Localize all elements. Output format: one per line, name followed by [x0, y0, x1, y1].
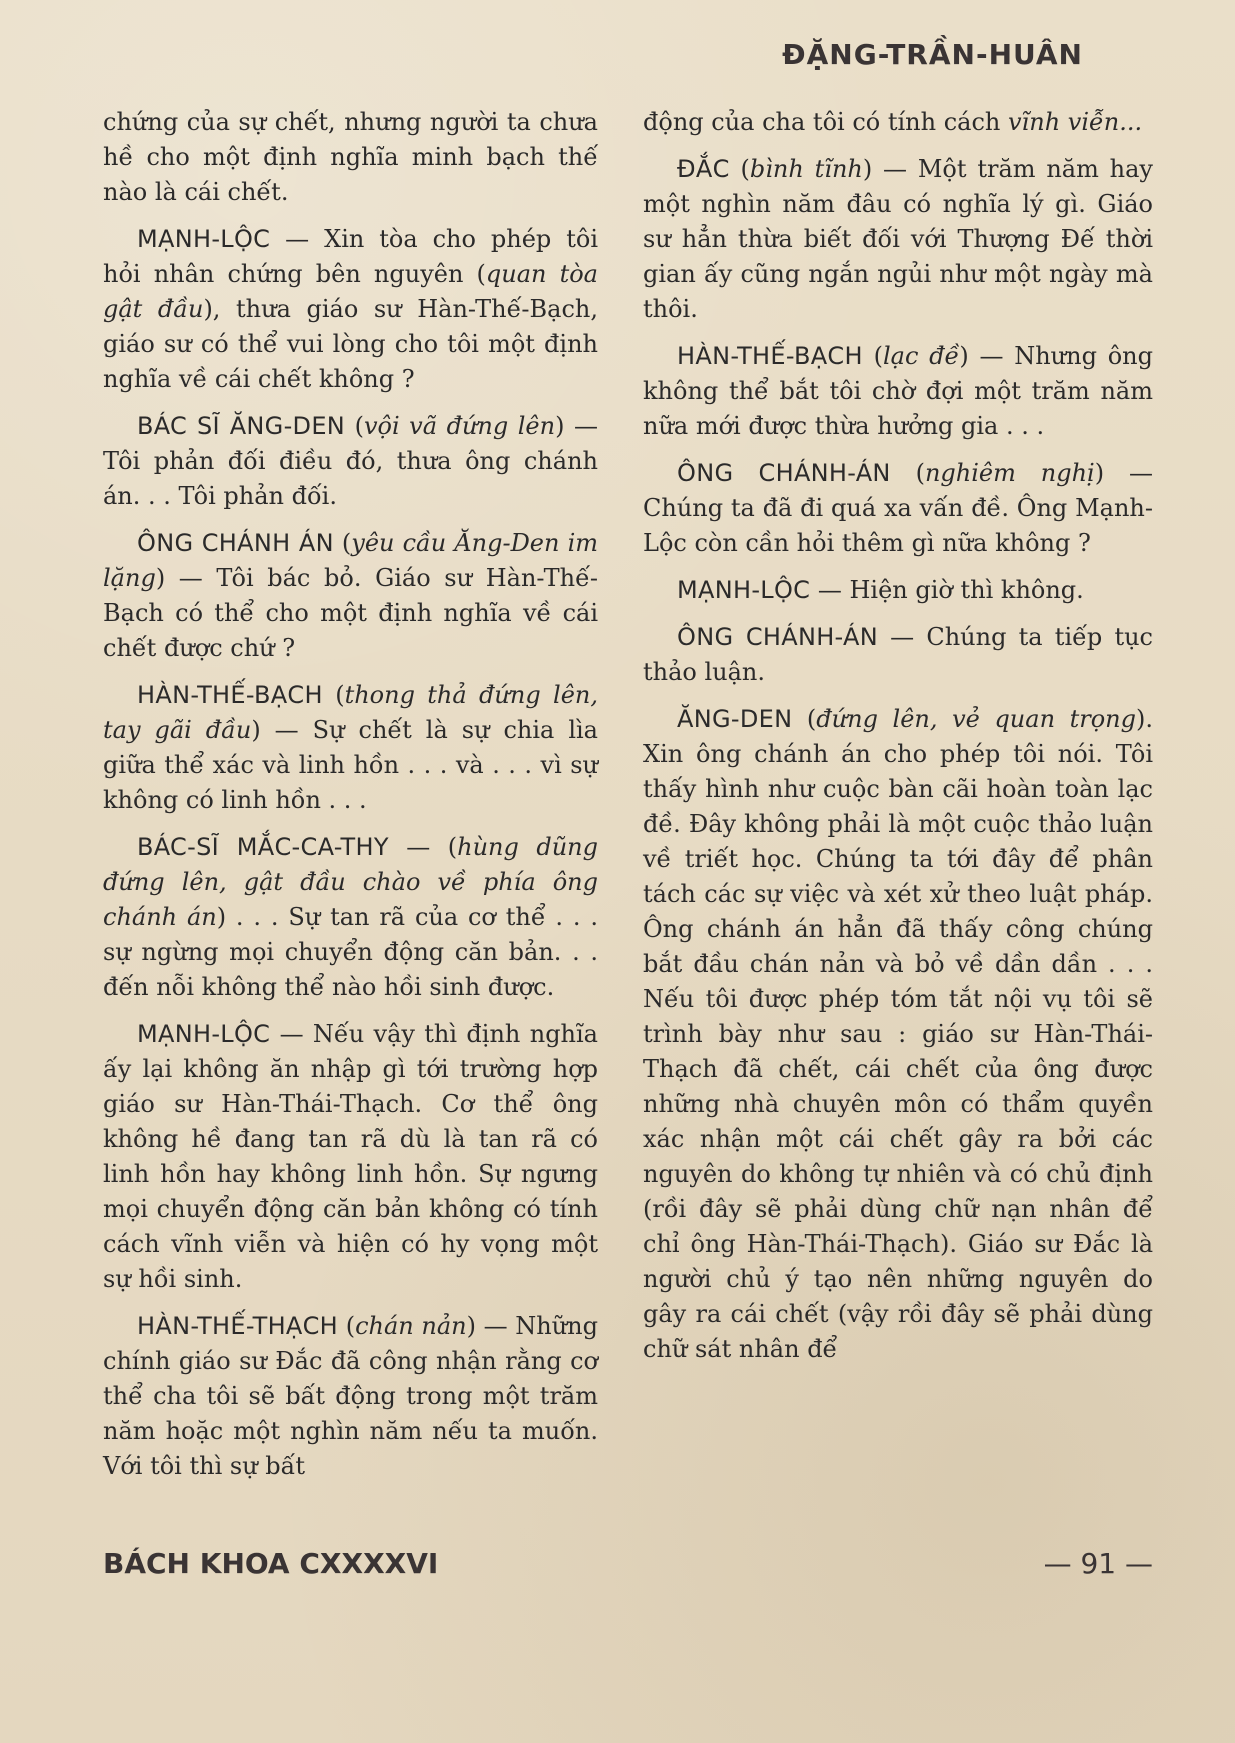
stage-direction: chán nản [355, 1312, 467, 1340]
paragraph [103, 678, 598, 818]
speaker-name: ĐẮC [677, 155, 730, 183]
paragraph-text: — ( [388, 833, 458, 861]
paragraph [643, 573, 1153, 608]
stage-direction: hùng dũng đứng lên, gật đầu chào về phía ông chánh án [103, 833, 598, 931]
speaker-name: ĂNG-DEN [677, 705, 793, 733]
left-column [103, 105, 598, 1496]
paragraph-text: ) — Chúng ta đã đi quá xa vấn đề. Ông Mạnh-Lộc còn cần hỏi thêm gì nữa không ? [643, 459, 1153, 557]
paragraph [103, 1309, 598, 1484]
stage-direction: lạc đề [882, 342, 960, 370]
paragraph-text: — Nếu vậy thì định nghĩa ấy lại không ăn nhập gì tới trường hợp giáo sư Hàn-Thái-Thạch. Cơ thể ông không hề đang tan rã dù là tan rã có linh hồn hay không linh hồn. Sự ngưng mọi chuyển động căn bản không có tính cách vĩnh viễn và hiện có hy vọng một sự hồi sinh. [103, 1020, 598, 1293]
speaker-name: ÔNG CHÁNH-ÁN [677, 623, 878, 651]
paragraph-text: ) — Tôi bác bỏ. Giáo sư Hàn-Thế-Bạch có thể cho một định nghĩa về cái chết được chứ ? [103, 564, 598, 662]
speaker-name: MẠNH-LỘC [677, 576, 811, 604]
paragraph-text: ) — Tôi phản đối điều đó, thưa ông chánh án. . . Tôi phản đối. [103, 412, 598, 510]
running-header: ĐẶNG-TRẦN-HUÂN [782, 38, 1083, 71]
speaker-name: HÀN-THẾ-BẠCH [137, 681, 323, 709]
paragraph-text: ) — Nhưng ông không thể bắt tôi chờ đợi một trăm năm nữa mới được thừa hưởng gia . . . [643, 342, 1153, 440]
paragraph [103, 526, 598, 666]
paragraph-text: — Hiện giờ thì không. [810, 576, 1084, 604]
paragraph-text: động của cha tôi có tính cách [643, 108, 1008, 136]
speaker-name: MẠNH-LỘC [137, 1020, 271, 1048]
stage-direction: đứng lên, vẻ quan trọng [816, 705, 1137, 733]
paragraph-text: — Xin tòa cho phép tôi hỏi nhân chứng bên nguyên ( [103, 225, 598, 288]
stage-direction: vĩnh viễn... [1008, 108, 1143, 136]
paragraph-text: ( [890, 459, 925, 487]
paragraph [643, 702, 1153, 1367]
stage-direction: bình tĩnh [749, 155, 863, 183]
paragraph-text: ( [729, 155, 750, 183]
paragraph-text: ( [333, 529, 352, 557]
paragraph [103, 222, 598, 397]
right-column [643, 105, 1153, 1379]
page-number: — 91 — [1043, 1547, 1153, 1580]
stage-direction: nghiêm nghị [924, 459, 1095, 487]
speaker-name: HÀN-THẾ-THẠCH [137, 1312, 339, 1340]
paragraph-text: ( [338, 1312, 356, 1340]
paragraph-text: ) — Sự chết là sự chia lìa giữa thể xác và linh hồn . . . và . . . vì sự không có linh hồn . . . [103, 716, 598, 814]
paragraph-text: ( [322, 681, 345, 709]
paragraph-text: — Chúng ta tiếp tục thảo luận. [643, 623, 1153, 686]
speaker-name: BÁC-SĨ MẮC-CA-THY [137, 833, 389, 861]
speaker-name: ÔNG CHÁNH-ÁN [677, 459, 891, 487]
page-footer [103, 1547, 1153, 1583]
paragraph [103, 830, 598, 1005]
speaker-name: ÔNG CHÁNH ÁN [137, 529, 334, 557]
stage-direction: quan tòa gật đầu [103, 260, 598, 323]
paragraph [103, 409, 598, 514]
paragraph-text: ( [862, 342, 883, 370]
speaker-name: HÀN-THẾ-BẠCH [677, 342, 863, 370]
paragraph [643, 620, 1153, 690]
paragraph-text: ( [792, 705, 817, 733]
paragraph-text: ( [345, 412, 364, 440]
stage-direction: yêu cầu Ăng-Den im lặng [103, 529, 598, 592]
publication-name: BÁCH KHOA CXXXXVI [103, 1547, 439, 1580]
paragraph [643, 152, 1153, 327]
speaker-name: BÁC SĨ ĂNG-DEN [137, 412, 346, 440]
paragraph [643, 105, 1153, 140]
paragraph [103, 105, 598, 210]
paragraph-text: ) . . . Sự tan rã của cơ thể . . . sự ngừng mọi chuyển động căn bản. . . đến nỗi không thể nào hồi sinh được. [103, 903, 598, 1001]
stage-direction: vội vã đứng lên [363, 412, 556, 440]
paragraph [643, 456, 1153, 561]
speaker-name: MẠNH-LỘC [137, 225, 271, 253]
paragraph [643, 339, 1153, 444]
paragraph-text: chứng của sự chết, nhưng người ta chưa hề cho một định nghĩa minh bạch thế nào là cái chết. [103, 108, 598, 206]
paragraph-text: ) — Một trăm năm hay một nghìn năm đâu có nghĩa lý gì. Giáo sư hẳn thừa biết đối với Thượng Đế thời gian ấy cũng ngắn ngủi như một ngày mà thôi. [643, 155, 1153, 323]
paragraph-text: ), thưa giáo sư Hàn-Thế-Bạch, giáo sư có thể vui lòng cho tôi một định nghĩa về cái chết không ? [103, 295, 598, 393]
stage-direction: thong thả đứng lên, tay gãi đầu [103, 681, 598, 744]
paragraph-text: ) — Những chính giáo sư Đắc đã công nhận rằng cơ thể cha tôi sẽ bất động trong một trăm năm hoặc một nghìn năm nếu ta muốn. Với tôi thì sự bất [103, 1312, 599, 1480]
paragraph [103, 1017, 598, 1297]
paragraph-text: ). Xin ông chánh án cho phép tôi nói. Tôi thấy hình như cuộc bàn cãi hoàn toàn lạc đề. Đây không phải là một cuộc thảo luận về triết học. Chúng ta tới đây để phân tách các sự việc và xét xử theo luật pháp. Ông chánh án hẳn đã thấy công chúng bắt đầu chán nản và bỏ về dần dần . . . Nếu tôi được phép tóm tắt nội vụ tôi sẽ trình bày như sau : giáo sư Hàn-Thái-Thạch đã chết, cái chết của ông được những nhà chuyên môn có thẩm quyền xác nhận một cái chết gây ra bởi các nguyên do không tự nhiên và có chủ định (rồi đây sẽ phải dùng chữ nạn nhân để chỉ ông Hàn-Thái-Thạch). Giáo sư Đắc là người chủ ý tạo nên những nguyên do gây ra cái chết (vậy rồi đây sẽ phải dùng chữ sát nhân để [643, 705, 1154, 1363]
